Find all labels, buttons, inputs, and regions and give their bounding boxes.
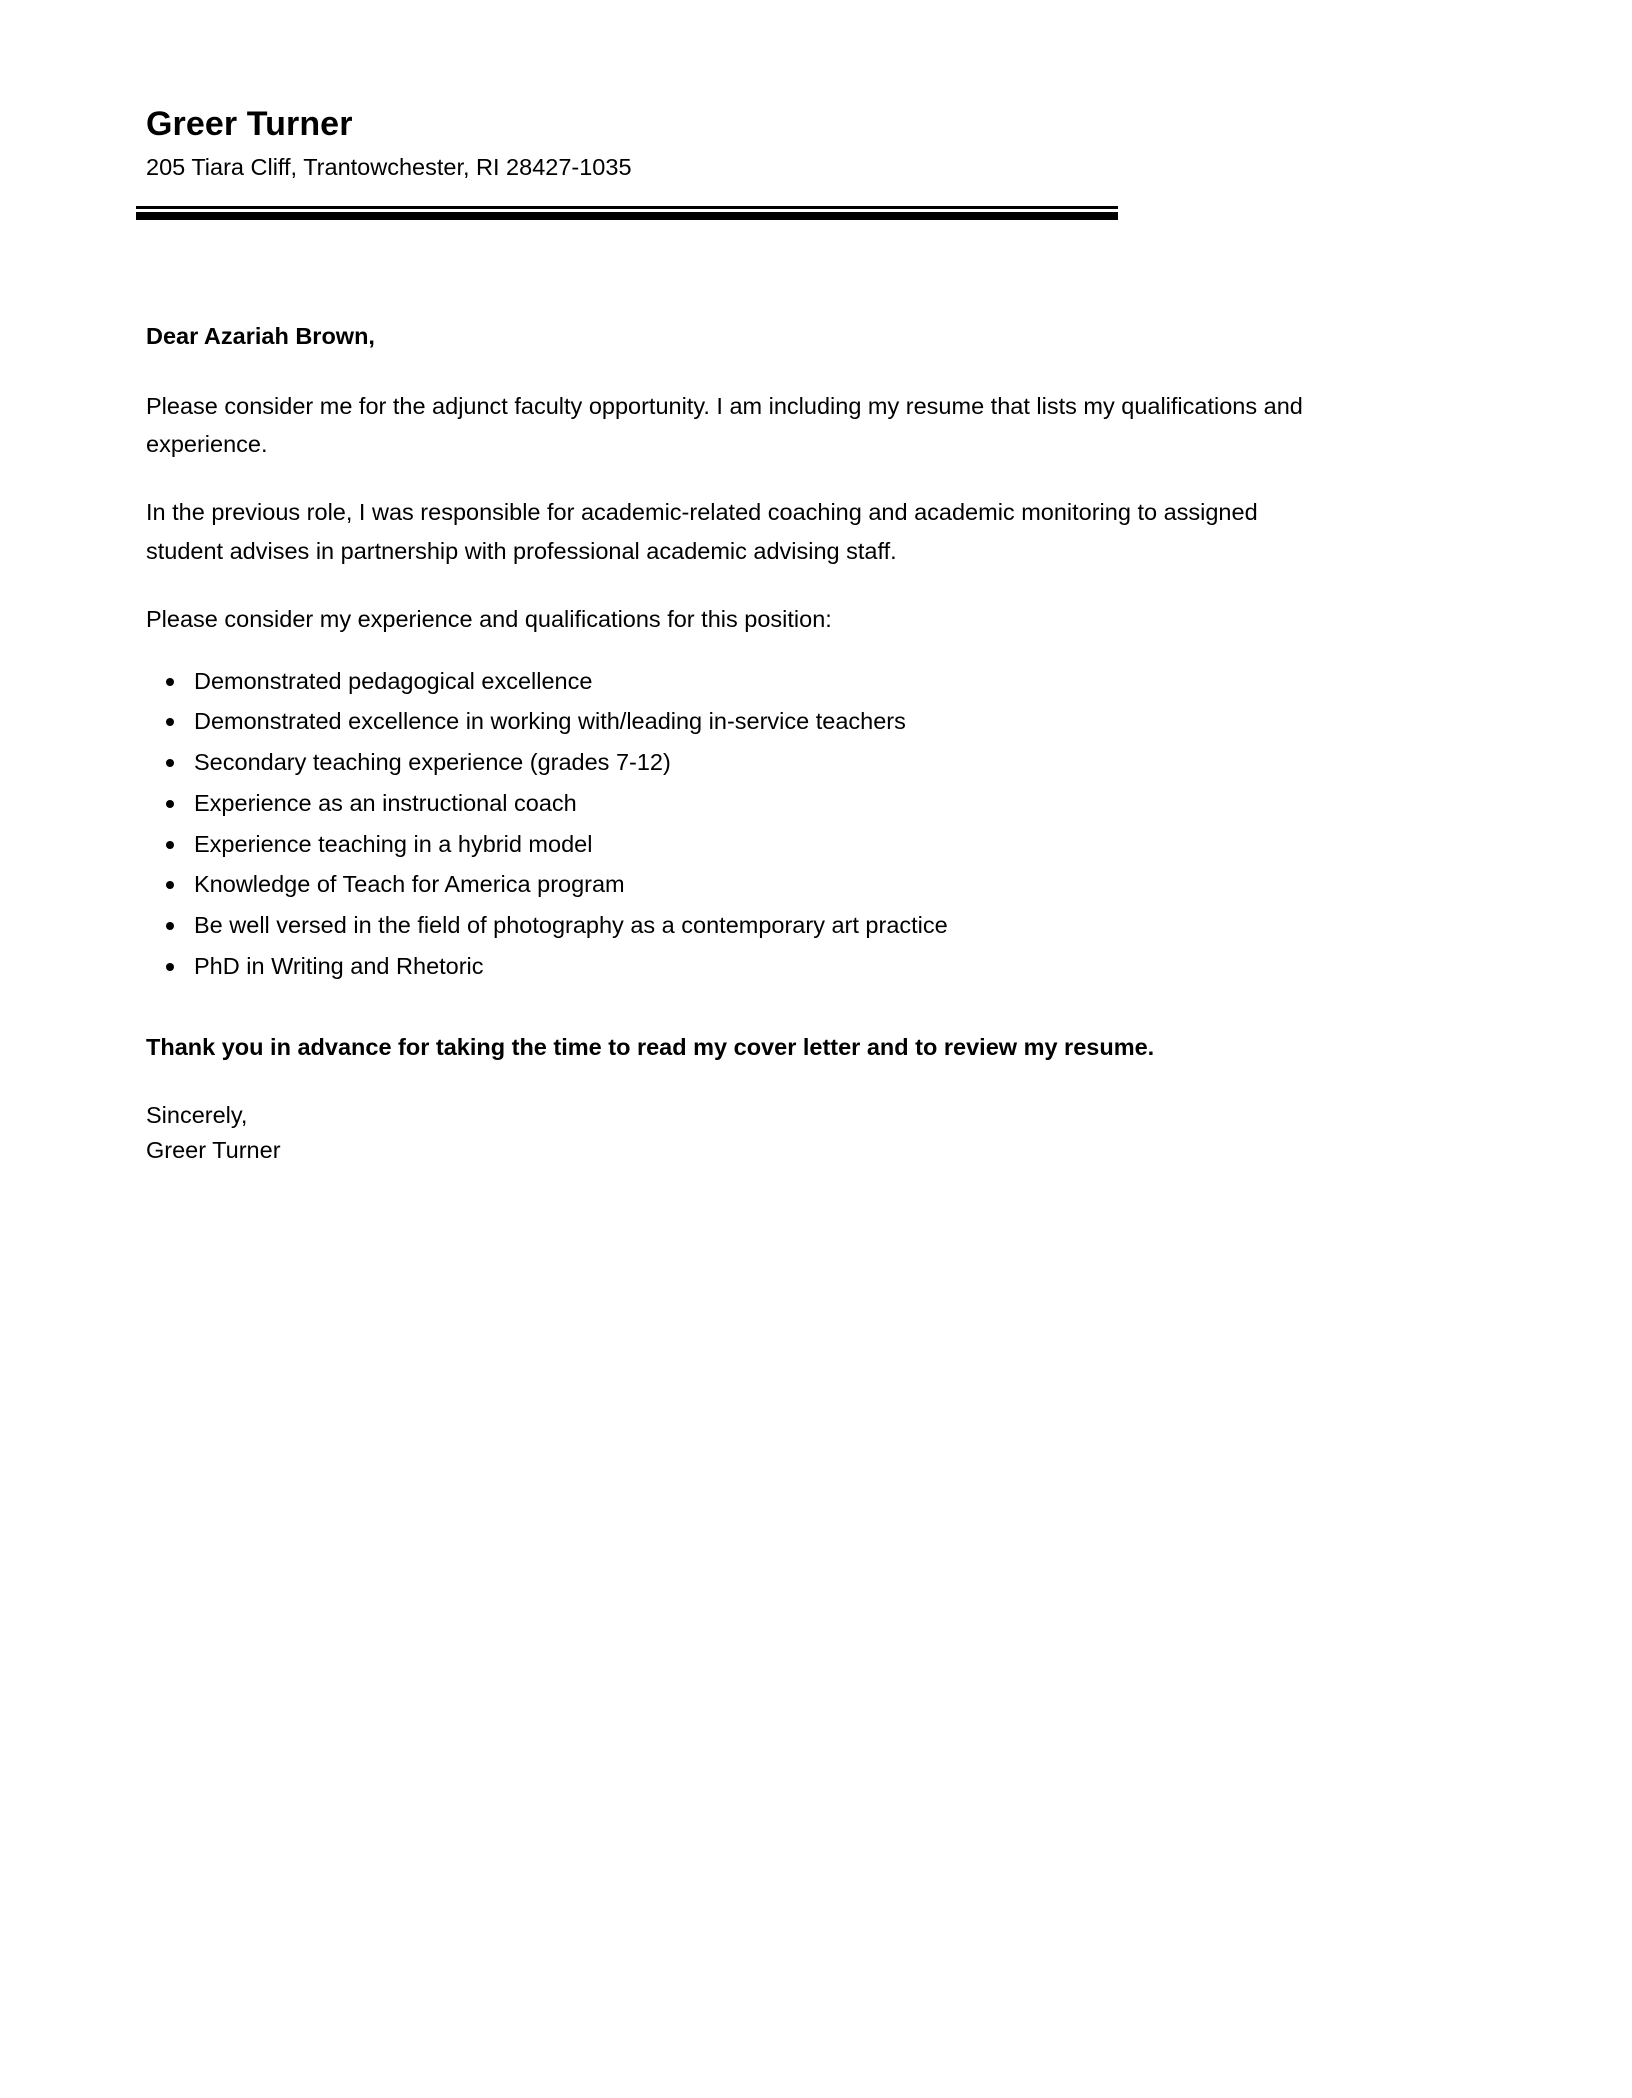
list-item <box>146 706 1326 738</box>
list-item-label: Knowledge of Teach for America program <box>194 871 625 898</box>
list-item-label: Demonstrated excellence in working with/leading in-service teachers <box>194 708 906 735</box>
paragraph-list-intro: Please consider my experience and qualifications for this position: <box>146 605 832 632</box>
bullet-dot-icon <box>166 881 174 889</box>
list-item <box>146 869 1326 901</box>
bullet-dot-icon <box>166 759 174 767</box>
bullet-dot-icon <box>166 963 174 971</box>
bullet-dot-icon <box>166 841 174 849</box>
list-item <box>146 747 1326 779</box>
list-item-label: Experience teaching in a hybrid model <box>194 830 593 857</box>
closing-statement: Thank you in advance for taking the time to read my cover letter and to review my resume. <box>146 1034 1155 1061</box>
salutation: Dear Azariah Brown, <box>146 323 375 349</box>
paragraph-experience: In the previous role, I was responsible for academic-related coaching and academic monitoring to assigned student advises in partnership with professional academic advising staff. <box>146 499 1258 564</box>
letterhead <box>146 104 1486 183</box>
bullet-dot-icon <box>166 922 174 930</box>
bullet-dot-icon <box>166 678 174 686</box>
list-item-label: Secondary teaching experience (grades 7-12) <box>194 749 671 776</box>
list-item-label: PhD in Writing and Rhetoric <box>194 952 484 979</box>
qualifications-list <box>146 666 1326 983</box>
signoff-name: Greer Turner <box>146 1136 281 1163</box>
list-item <box>146 788 1326 820</box>
paragraph-intro: Please consider me for the adjunct faculty opportunity. I am including my resume that lists my qualifications and experience. <box>146 393 1303 458</box>
bullet-dot-icon <box>166 718 174 726</box>
list-item-label: Be well versed in the field of photography as a contemporary art practice <box>194 911 948 938</box>
bullet-dot-icon <box>166 800 174 808</box>
list-item-label: Demonstrated pedagogical excellence <box>194 667 593 694</box>
letter-body <box>146 320 1326 1167</box>
list-item <box>146 951 1326 983</box>
sender-address: 205 Tiara Cliff, Trantowchester, RI 28427-1035 <box>146 154 632 181</box>
list-item <box>146 829 1326 861</box>
signoff-word: Sincerely, <box>146 1102 248 1129</box>
list-item <box>146 910 1326 942</box>
signature-block <box>146 1098 1326 1166</box>
header-divider <box>136 206 1118 220</box>
divider-thick-rule <box>136 212 1118 220</box>
list-item-label: Experience as an instructional coach <box>194 789 577 816</box>
sender-name: Greer Turner <box>146 105 353 143</box>
list-item <box>146 666 1326 698</box>
